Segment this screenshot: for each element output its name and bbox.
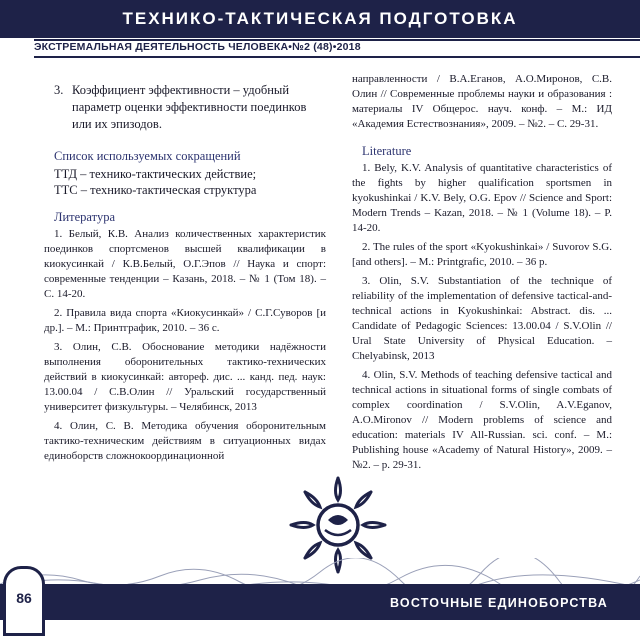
section-title: ТЕХНИКО-ТАКТИЧЕСКАЯ ПОДГОТОВКА (122, 9, 518, 28)
reference-item: 3. Olin, S.V. Substantiation of the technique of reliability of the implementation of defensive tactical-and-technical actions in Kyokushinkai: Abstract. dis. ... Candidate of Pedagogic Sciences: 13.00.04 / S.V.Olin // Ural State University of Physical Education. – Chelyabinsk, 2013 (352, 275, 612, 362)
conclusion-item (54, 82, 326, 133)
abbreviation-item: ТТД – технико-тактических действие; (54, 167, 257, 181)
reference-item: 2. Правила вида спорта «Киокусинкай» / С.Г.Суворов [и др.]. – М.: Принтграфик, 2010. – 36 с. (44, 307, 326, 334)
journal-title: ЭКСТРЕМАЛЬНАЯ ДЕЯТЕЛЬНОСТЬ ЧЕЛОВЕКА•№2 (48)•2018 (34, 41, 361, 53)
left-column (44, 72, 326, 468)
header-bar (0, 0, 640, 38)
conclusion-text: Коэффициент эффективности – удобный параметр оценки эффективности поединков или их эпизодов. (72, 83, 307, 131)
right-column (352, 72, 612, 477)
header-rule-bottom (34, 56, 640, 58)
conclusion-number: 3. (54, 83, 64, 97)
reference-item: 2. The rules of the sport «Kyokushinkai» / Suvorov S.G. [and others]. – M.: Printgrafic, 2010. – 36 p. (352, 241, 612, 268)
abbreviation-item: ТТС – технико-тактическая структура (54, 183, 257, 197)
reference-item: 4. Olin, S.V. Methods of teaching defensive tactical and technical actions in situational forms of single combats of complex coordination / S.V.Olin, A.V.Eganov, A.O.Mironov // Modern problems of science and education: materials IV All-Russian. sci. conf. – M.: Publishing house «Academy of Natural History», 2009. – №2. – p. 29-31. (352, 369, 612, 471)
reference-item: 1. Bely, K.V. Analysis of quantitative characteristics of the fights by higher qualification sportsmen in kyokushinkai / K.V. Bely, O.G. Epov // Science and Sport: Modern Trends – Kazan, 2018. – № 1 (Volume 18). – P. 14-20. (352, 162, 612, 234)
reference-item: 3. Олин, С.В. Обоснование методики надёжности выполнения оборонительных тактико-технических действий в киокусинкай: автореф. дис. ... канд. пед. наук: 13.00.04 / С.В.Олин // Уральский государственный университет физкультуры. – Челябинск, 2013 (44, 341, 326, 413)
page-number: 86 (16, 590, 32, 606)
abbreviations-heading: Список используемых сокращений (54, 149, 241, 163)
reference-continuation: направленности / В.А.Еганов, А.О.Миронов, С.В. Олин // Современные проблемы науки и образования : материалы IV Общерос. науч. конф. – М.: ИД «Академия Естествознания», 2009. – №2. – С. 29-31. (352, 73, 612, 130)
references-heading-en: Literature (362, 144, 412, 158)
footer-section-title: ВОСТОЧНЫЕ ЕДИНОБОРСТВА (390, 596, 608, 610)
reference-item: 4. Олин, С. В. Методика обучения оборонительным тактико-техническим действиям в ситуационных видах единоборств сложнокоординационной (44, 420, 326, 462)
reference-item: 1. Белый, К.В. Анализ количественных характеристик поединков спортсменов высшей квалификации в киокусинкай / К.В.Белый, О.Г.Эпов // Наука и спорт: современные тенденции – Казань, 2018. – № 1 (Том 18). – С. 14-20. (44, 228, 326, 300)
references-heading-ru: Литература (54, 210, 115, 224)
